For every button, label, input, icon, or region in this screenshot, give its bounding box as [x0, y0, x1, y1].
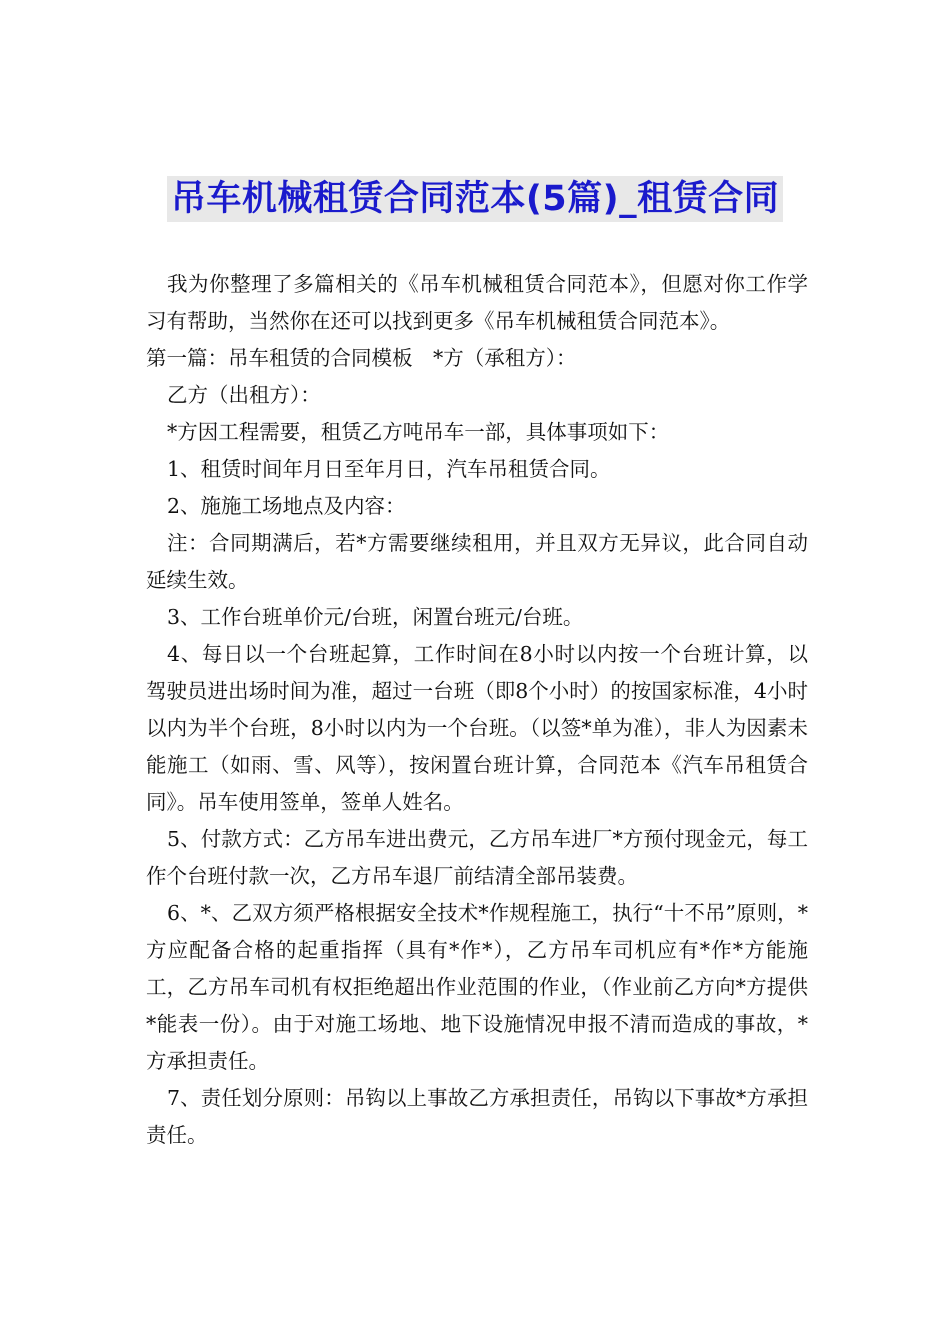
- clause-3-paragraph: 3、工作台班单价元/台班，闲置台班元/台班。: [167, 605, 584, 629]
- intro-paragraph: 我为你整理了多篇相关的《吊车机械租赁合同范本》，但愿对你工作学习有帮助，当然你在还可以找到更多《吊车机械租赁合同范本》。: [146, 272, 808, 333]
- note-paragraph: 注：合同期满后，若*方需要继续租用，并且双方无异议，此合同自动延续生效。: [146, 531, 808, 592]
- clause-4-paragraph: 4、每日以一个台班起算，工作时间在8小时以内按一个台班计算，以驾驶员进出场时间为准，超过一台班（即8个小时）的按国家标准，4小时以内为半个台班，8小时以内为一个台班。（以签*单为准），非人为因素未能施工（如雨、雪、风等），按闲置台班计算，合同范本《汽车吊租赁合同》。吊车使用签单，签单人姓名。: [146, 642, 808, 814]
- purpose-paragraph: *方因工程需要，租赁乙方吨吊车一部，具体事项如下：: [167, 420, 670, 444]
- document-title: 吊车机械租赁合同范本(5篇)_租赁合同: [167, 176, 783, 222]
- section-heading-paragraph: 第一篇：吊车租赁的合同模板 *方（承租方）：: [146, 346, 577, 370]
- clause-5-paragraph: 5、付款方式：乙方吊车进出费元，乙方吊车进厂*方预付现金元，每工作个台班付款一次，乙方吊车退厂前结清全部吊装费。: [146, 827, 808, 888]
- document-body: [146, 266, 808, 1154]
- clause-2-paragraph: 2、施施工场地点及内容：: [167, 494, 406, 518]
- party-b-paragraph: 乙方（出租方）：: [167, 383, 321, 407]
- clause-7-paragraph: 7、责任划分原则：吊钩以上事故乙方承担责任，吊钩以下事故*方承担责任。: [146, 1086, 808, 1147]
- title-container: [0, 176, 950, 222]
- clause-1-paragraph: 1、租赁时间年月日至年月日，汽车吊租赁合同。: [167, 457, 611, 481]
- clause-6-paragraph: 6、*、乙双方须严格根据安全技术*作规程施工，执行“十不吊”原则，*方应配备合格的起重指挥（具有*作*），乙方吊车司机应有*作*方能施工，乙方吊车司机有权拒绝超出作业范围的作业，（作业前乙方向*方提供*能表一份）。由于对施工场地、地下设施情况申报不清而造成的事故，*方承担责任。: [146, 901, 808, 1073]
